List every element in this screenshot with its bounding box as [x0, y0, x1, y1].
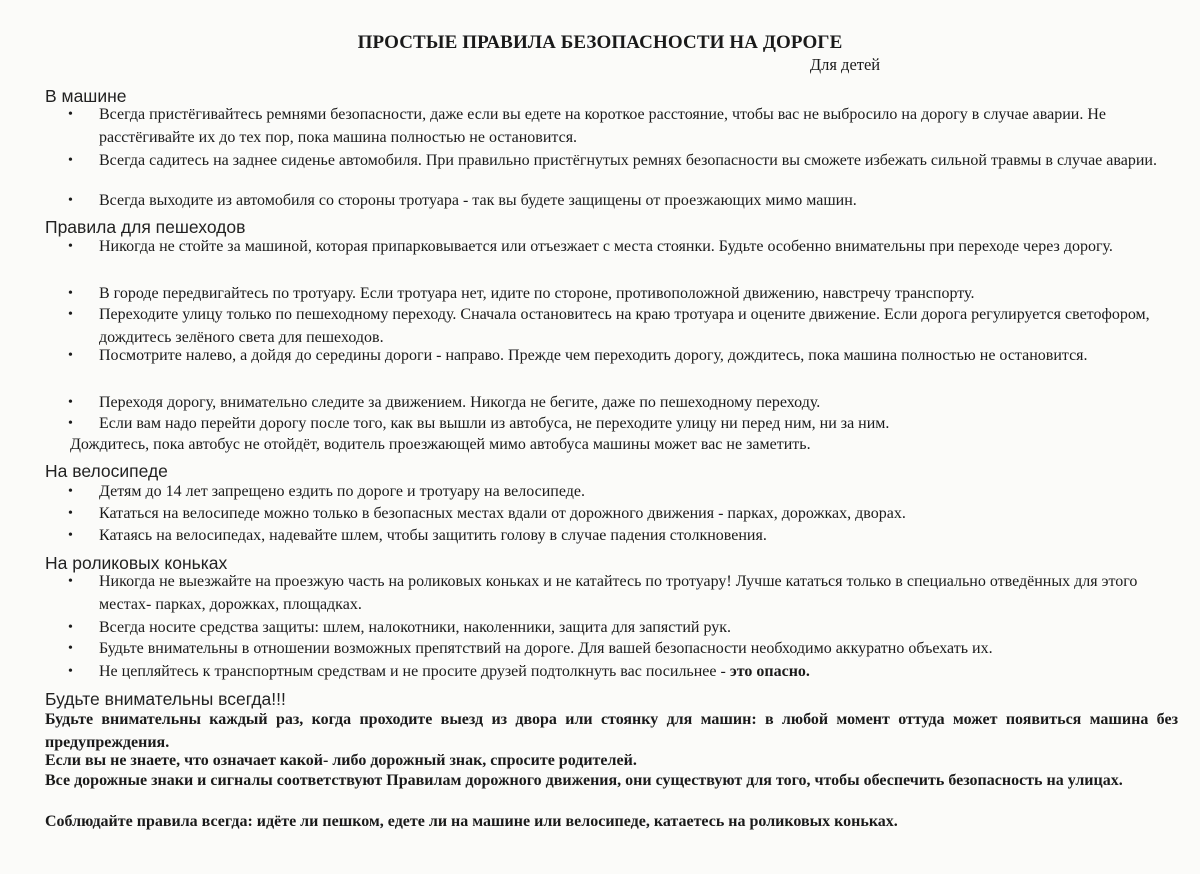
document-subtitle: Для детей: [809, 55, 881, 74]
list-item: • Посмотрите налево, а дойдя до середины дороги - направо. Прежде чем переходить дорогу, дождитесь, пока машина полностью не остановится.: [68, 345, 1168, 368]
list-item: • Переходя дорогу, внимательно следите за движением. Никогда не бегите, даже по пешеходному переходу.: [68, 392, 1168, 415]
list-item: • Катаясь на велосипедах, надевайте шлем, чтобы защитить голову в случае падения столкновения.: [68, 525, 1168, 548]
list-item: • Всегда выходите из автомобиля со стороны тротуара - так вы будете защищены от проезжающих мимо машин.: [68, 190, 1168, 213]
list-item: • Всегда садитесь на заднее сиденье автомобиля. При правильно пристёгнутых ремнях безопасности вы сможете избежать сильной травмы в случае аварии.: [68, 150, 1168, 173]
bullet-icon: •: [68, 307, 73, 322]
list-item: [68, 661, 1168, 684]
section-heading-car: В машине: [45, 86, 127, 106]
closing-paragraph: Все дорожные знаки и сигналы соответствуют Правилам дорожного движения, они существуют для того, чтобы обеспечить безопасность на улицах.: [45, 772, 1123, 789]
list-item: • Детям до 14 лет запрещено ездить по дороге и тротуару на велосипеде.: [68, 481, 1168, 504]
list-item: • Всегда пристёгивайтесь ремнями безопасности, даже если вы едете на короткое расстояние, чтобы вас не выбросило на дорогу в случае аварии. Не расстёгивайте их до тех пор, пока машина полностью не остановится.: [68, 106, 1106, 146]
bullet-icon: •: [68, 664, 73, 679]
bullet-icon: •: [68, 620, 73, 635]
pedestrian-note: Дождитесь, пока автобус не отойдёт, водитель проезжающей мимо автобуса машины может вас не заметить.: [70, 436, 811, 453]
list-item: • Если вам надо перейти дорогу после того, как вы вышли из автобуса, не переходите улицу ни перед ним, ни за ним.: [68, 413, 1168, 436]
closing-paragraph: Если вы не знаете, что означает какой- либо дорожный знак, спросите родителей.: [45, 752, 637, 769]
section-heading-pedestrians: Правила для пешеходов: [45, 217, 246, 237]
list-item: • Никогда не стойте за машиной, которая припарковывается или отъезжает с места стоянки. Будьте особенно внимательны при переходе через дорогу.: [68, 236, 1168, 259]
closing-paragraph: Соблюдайте правила всегда: идёте ли пешком, едете ли на машине или велосипеде, катаетесь на роликовых коньках.: [45, 813, 898, 830]
warning-emphasis: это опасно.: [729, 663, 810, 680]
list-item: • В городе передвигайтесь по тротуару. Если тротуара нет, идите по стороне, противоположной движению, навстречу транспорту.: [68, 283, 1168, 306]
list-item: • Будьте внимательны в отношении возможных препятствий на дороге. Для вашей безопасности необходимо аккуратно объехать их.: [68, 638, 1168, 661]
bullet-icon: •: [68, 506, 73, 521]
bullet-icon: •: [68, 416, 73, 431]
list-item: • Никогда не выезжайте на проезжую часть на роликовых коньках и не катайтесь по тротуару! Лучше кататься только в специально отведённых для этого местах- парках, дорожках, площадках.: [68, 573, 1138, 613]
document-title: ПРОСТЫЕ ПРАВИЛА БЕЗОПАСНОСТИ НА ДОРОГЕ: [357, 32, 843, 53]
section-heading-attention: Будьте внимательны всегда!!!: [45, 689, 286, 709]
bullet-icon: •: [68, 395, 73, 410]
list-item: • Переходите улицу только по пешеходному переходу. Сначала остановитесь на краю тротуара и оцените движение. Если дорога регулируется светофором, дождитесь зелёного света для пешеходов.: [68, 306, 1150, 346]
bullet-icon: •: [68, 641, 73, 656]
bullet-icon: •: [68, 153, 73, 168]
bullet-icon: •: [68, 239, 73, 254]
bullet-icon: •: [68, 193, 73, 208]
section-heading-bicycle: На велосипеде: [45, 461, 168, 481]
bullet-icon: •: [68, 286, 73, 301]
closing-paragraph: Будьте внимательны каждый раз, когда проходите выезд из двора или стоянку для машин: в любой момент оттуда может появиться машина без предупреждения.: [45, 711, 1178, 751]
item-text-run: Не цепляйтесь к транспортным средствам и не просите друзей подтолкнуть вас посильнее -: [99, 663, 730, 680]
bullet-icon: •: [68, 574, 73, 589]
bullet-icon: •: [68, 348, 73, 363]
list-item: • Всегда носите средства защиты: шлем, налокотники, наколенники, защита для запястий рук.: [68, 617, 1168, 640]
section-heading-rollerskates: На роликовых коньках: [45, 553, 228, 573]
bullet-icon: •: [68, 484, 73, 499]
list-item: • Кататься на велосипеде можно только в безопасных местах вдали от дорожного движения - парках, дорожках, дворах.: [68, 503, 1168, 526]
bullet-icon: •: [68, 107, 73, 122]
bullet-icon: •: [68, 528, 73, 543]
